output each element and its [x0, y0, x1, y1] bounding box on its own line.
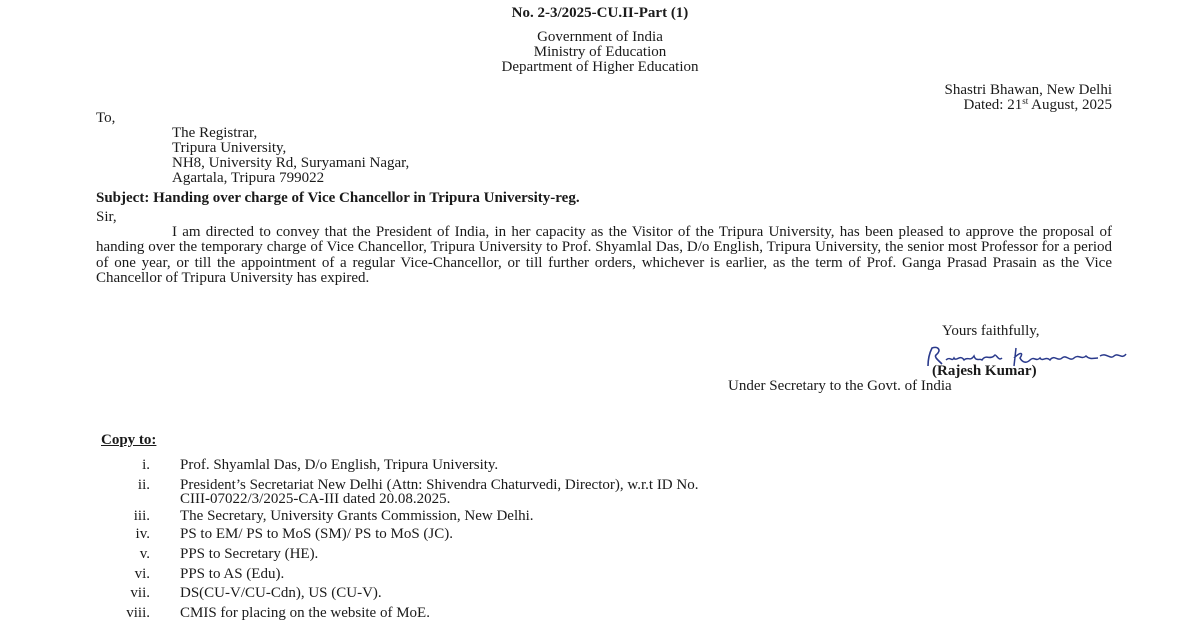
list-item: PPS to Secretary (HE). — [180, 546, 319, 562]
list-item: PS to EM/ PS to MoS (SM)/ PS to MoS (JC). — [180, 526, 454, 542]
list-item-number: i. — [142, 457, 150, 473]
signatory-designation: Under Secretary to the Govt. of India — [728, 378, 952, 394]
list-item: President’s Secretariat New Delhi (Attn: Shivendra Chaturvedi, Director), w.r.t ID No. — [180, 477, 699, 493]
date — [963, 98, 1112, 113]
list-item: DS(CU-V/CU-Cdn), US (CU-V). — [180, 585, 382, 601]
subject-line: Subject: Handing over charge of Vice Chancellor in Tripura University-reg. — [96, 190, 580, 206]
to-label: To, — [96, 110, 116, 126]
copy-to-heading: Copy to: — [101, 432, 157, 448]
address-line: NH8, University Rd, Suryamani Nagar, — [172, 155, 410, 171]
list-item-number: vii. — [130, 585, 150, 601]
salutation: Sir, — [96, 209, 117, 225]
file-number: No. 2-3/2025-CU.II-Part (1) — [511, 5, 689, 21]
date-suffix: st — [1022, 96, 1029, 106]
list-item-number: vi. — [134, 566, 150, 582]
department-line: Department of Higher Education — [501, 59, 699, 75]
list-item: CMIS for placing on the website of MoE. — [180, 605, 430, 621]
list-item-number: v. — [139, 546, 150, 562]
government-line: Government of India — [537, 29, 663, 45]
address-line: The Registrar, — [172, 125, 258, 141]
date-label: Dated: 21 — [963, 97, 1023, 113]
list-item: Prof. Shyamlal Das, D/o English, Tripura University. — [180, 457, 499, 473]
list-item: PPS to AS (Edu). — [180, 566, 285, 582]
ministry-line: Ministry of Education — [533, 44, 667, 60]
list-item-number: viii. — [126, 605, 150, 621]
list-item-number: ii. — [137, 477, 150, 493]
body-paragraph: I am directed to convey that the President of India, in her capacity as the Visitor of the Tripura University, has been pleased to approve the proposal of handing over the temporary charge of Vice Chancellor, Tripura University to Prof. Shyamlal Das, D/o English, Tripura University, the senior most Professor for a period of one year, or till the appointment of a regular Vice-Chancellor, or till further orders, whichever is earlier, as the term of Prof. Ganga Prasad Prasain as the Vice Chancellor of Tripura University has expired. — [96, 224, 1112, 287]
list-item-number: iv. — [135, 526, 150, 542]
list-item-number: iii. — [133, 508, 150, 524]
signatory-name: (Rajesh Kumar) — [932, 363, 1037, 379]
date-rest: August, 2025 — [1028, 97, 1112, 113]
closing: Yours faithfully, — [942, 323, 1040, 339]
address-line: Tripura University, — [172, 140, 287, 156]
place: Shastri Bhawan, New Delhi — [944, 82, 1112, 98]
list-item: The Secretary, University Grants Commission, New Delhi. — [180, 508, 534, 524]
list-item-continuation: CIII-07022/3/2025-CA-III dated 20.08.2025. — [180, 491, 451, 507]
address-line: Agartala, Tripura 799022 — [172, 170, 325, 186]
